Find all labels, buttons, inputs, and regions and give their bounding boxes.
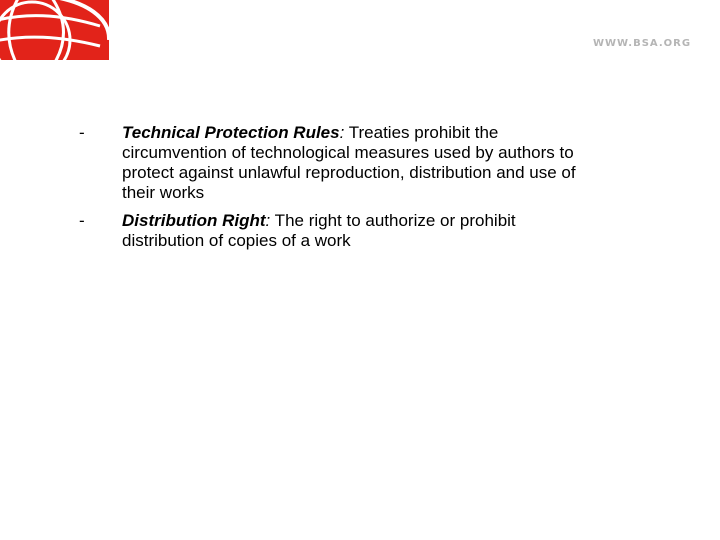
- bullet-marker: -: [79, 211, 85, 230]
- bullet-item: [0, 211, 720, 251]
- brand-logo: [0, 0, 109, 60]
- bullet-text: [122, 211, 602, 251]
- bullet-term: Technical Protection Rules: [122, 123, 340, 142]
- bullet-term-colon: :: [339, 123, 345, 142]
- bullet-term-colon: :: [265, 211, 271, 230]
- bullet-description: The right to authorize or prohibit distribution of copies of a work: [122, 211, 516, 250]
- site-url: WWW.BSA.ORG: [593, 38, 692, 49]
- bullet-item: [0, 123, 720, 203]
- bullet-text: [122, 123, 602, 203]
- bullet-marker: -: [79, 123, 85, 142]
- bullet-term: Distribution Right: [122, 211, 266, 230]
- globe-arcs-logo-icon: [0, 0, 109, 60]
- bullet-description: Treaties prohibit the circumvention of technological measures used by authors to protect against unlawful reproduction, distribution and use of their works: [122, 123, 576, 202]
- bullet-list: [0, 123, 720, 259]
